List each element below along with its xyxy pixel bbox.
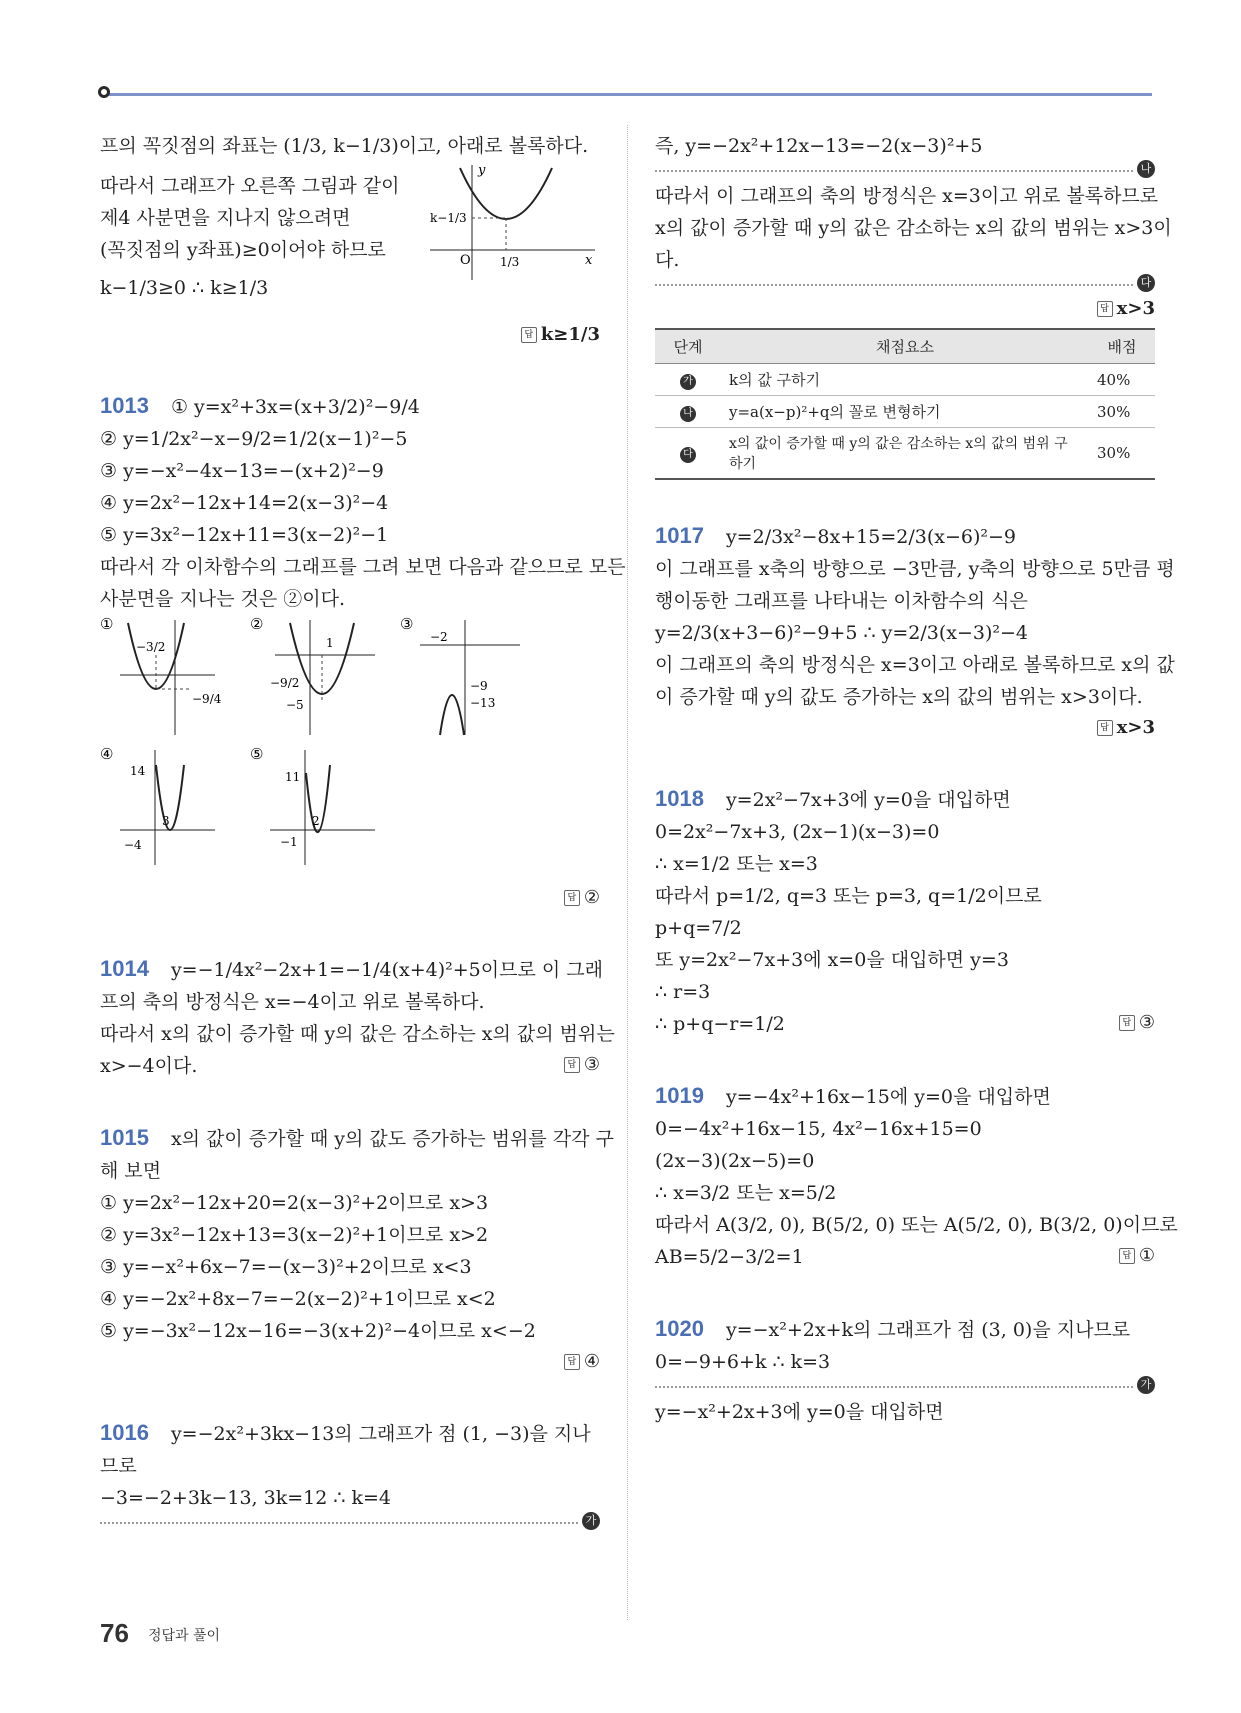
problem-line: ∴ p+q−r=1/2 (655, 1013, 785, 1035)
problem-line: ① y=x²+3x=(x+3/2)²−9/4 (170, 396, 420, 418)
problem-line: 해 보면 (100, 1160, 162, 1182)
problem-line: 즉, y=−2x²+12x−13=−2(x−3)²+5 (655, 135, 983, 157)
problem-line: 0=−4x²+16x−15, 4x²−16x+15=0 (655, 1118, 982, 1140)
graph-number: ④ (100, 745, 114, 763)
answer-line (100, 1347, 600, 1377)
problem-number: 1016 (100, 1420, 149, 1445)
problem-line: ⑤ y=3x²−12x+11=3(x−2)²−1 (100, 524, 389, 546)
answer-line (1119, 1241, 1155, 1273)
problem-line: 0=2x²−7x+3, (2x−1)(x−3)=0 (655, 821, 940, 843)
graph-1 (100, 615, 250, 740)
intro-line: k−1/3≥0 ∴ k≥1/3 (100, 277, 269, 299)
graph-label: −9 (470, 679, 488, 693)
problem-line: 또 y=2x²−7x+3에 x=0을 대입하면 y=3 (655, 949, 1009, 971)
step-divider (100, 1514, 597, 1527)
header-dot (98, 86, 110, 98)
graph-number: ② (250, 615, 264, 633)
origin-label: O (460, 253, 471, 268)
page-number: 76 (100, 1618, 129, 1648)
answer-mark-icon: 답 (1119, 1248, 1135, 1264)
graph-label: −1 (280, 835, 298, 849)
problem-line: y=−2x²+3kx−13의 그래프가 점 (1, −3)을 지나 (170, 1423, 591, 1445)
intro-line: 따라서 그래프가 오른쪽 그림과 같이 (100, 175, 400, 197)
graph-label: 3 (162, 814, 170, 828)
intro-line: 프의 꼭짓점의 좌표는 (1/3, k−1/3)이고, 아래로 볼록하다. (100, 135, 589, 157)
problem-line: 0=−9+6+k ∴ k=3 (655, 1351, 831, 1373)
graph-5 (250, 745, 400, 870)
problem-number: 1018 (655, 786, 704, 811)
problem-line: (2x−3)(2x−5)=0 (655, 1150, 815, 1172)
step-tag-icon: 가 (680, 374, 696, 390)
problem-number: 1017 (655, 523, 704, 548)
problem-line: ∴ x=1/2 또는 x=3 (655, 853, 818, 875)
vertex-y-label: k−1/3 (430, 211, 467, 225)
problem-line: ② y=3x²−12x+13=3(x−2)²+1이므로 x>2 (100, 1224, 489, 1246)
problem-line: x의 값이 증가할 때 y의 값은 감소하는 x의 값의 범위는 x>3이 (655, 217, 1172, 239)
x-axis-label: x (585, 253, 593, 268)
graph-label: −3/2 (136, 640, 166, 654)
vertex-x-label: 1/3 (500, 255, 520, 269)
answer-mark-icon: 답 (564, 1057, 580, 1073)
problem-line: 따라서 각 이차함수의 그래프를 그려 보면 다음과 같으므로 모든 (100, 556, 626, 578)
problem-line: y=2x²−7x+3에 y=0을 대입하면 (725, 789, 1011, 811)
problem-line: 사분면을 지나는 것은 ②이다. (100, 588, 346, 610)
answer-line (564, 1050, 600, 1082)
problem-line: p+q=7/2 (655, 917, 742, 939)
right-column (655, 130, 1178, 1428)
answer-value: k≥1/3 (540, 324, 600, 345)
table-cell: y=a(x−p)²+q의 꼴로 변형하기 (721, 396, 1089, 428)
answer-mark-icon: 답 (564, 1354, 580, 1370)
y-axis-label: y (478, 163, 486, 178)
problem-number: 1014 (100, 956, 149, 981)
graph-label: −5 (286, 698, 304, 712)
answer-value: ② (583, 887, 600, 908)
problem-line: 다. (655, 249, 680, 271)
problem-1013 (100, 390, 600, 423)
problem-1019 (655, 1080, 1155, 1113)
problem-line: x>−4이다. (100, 1055, 198, 1077)
problem-line: ③ y=−x²+6x−7=−(x−3)²+2이므로 x<3 (100, 1256, 472, 1278)
answer-value: ③ (583, 1054, 600, 1075)
page-label: 정답과 풀이 (148, 1628, 221, 1644)
problem-line: 이 증가할 때 y의 값도 증가하는 x의 값의 범위는 x>3이다. (655, 686, 1143, 708)
answer-value: x>3 (1116, 717, 1155, 738)
left-column (100, 130, 626, 1532)
answer-mark-icon: 답 (521, 327, 537, 343)
problem-line: ∴ r=3 (655, 981, 711, 1003)
graph-label: −9/4 (192, 692, 222, 706)
answer-value: ④ (583, 1351, 600, 1372)
problem-line: ④ y=2x²−12x+14=2(x−3)²−4 (100, 492, 389, 514)
answer-value: x>3 (1116, 298, 1155, 319)
problem-line: 따라서 A(3/2, 0), B(5/2, 0) 또는 A(5/2, 0), B(3/2, 0)이므로 (655, 1214, 1178, 1236)
problem-line: 따라서 p=1/2, q=3 또는 p=3, q=1/2이므로 (655, 885, 1042, 907)
step-tag-icon: 가 (1137, 1376, 1155, 1394)
answer-line (655, 294, 1155, 324)
problem-number: 1019 (655, 1083, 704, 1108)
problem-line: 행이동한 그래프를 나타내는 이차함수의 식은 (655, 590, 1028, 612)
problem-line: 므로 (100, 1455, 137, 1477)
problem-1020 (655, 1313, 1155, 1346)
graph-label: −9/2 (270, 676, 300, 690)
score-table (655, 328, 1155, 480)
problem-line: 따라서 x의 값이 증가할 때 y의 값은 감소하는 x의 값의 범위는 (100, 1023, 615, 1045)
problem-1016 (100, 1417, 600, 1450)
problem-line: ③ y=−x²−4x−13=−(x+2)²−9 (100, 460, 384, 482)
problem-line: y=−4x²+16x−15에 y=0을 대입하면 (725, 1086, 1051, 1108)
answer-line (100, 320, 600, 350)
problem-1015 (100, 1122, 614, 1155)
problem-1017 (655, 520, 1155, 553)
column-divider (627, 125, 628, 1620)
graph-label: 2 (312, 814, 320, 828)
problem-line: y=−x²+2x+3에 y=0을 대입하면 (655, 1401, 944, 1423)
problem-line: y=2/3(x+3−6)²−9+5 ∴ y=2/3(x−3)²−4 (655, 622, 1028, 644)
intro-graph (430, 160, 600, 285)
graph-grid (100, 615, 600, 883)
table-header: 채점요소 (721, 329, 1089, 364)
graph-4 (100, 745, 250, 870)
answer-mark-icon: 답 (1119, 1015, 1135, 1031)
problem-1018 (655, 783, 1155, 816)
intro-line: 제4 사분면을 지나지 않으려면 (100, 207, 351, 229)
problem-line: −3=−2+3k−13, 3k=12 ∴ k=4 (100, 1487, 392, 1509)
table-row (655, 396, 1155, 428)
problem-line: ⑤ y=−3x²−12x−16=−3(x+2)²−4이므로 x<−2 (100, 1320, 536, 1342)
step-tag-icon: 다 (1137, 274, 1155, 292)
graph-3 (400, 615, 550, 740)
answer-mark-icon: 답 (1097, 301, 1113, 317)
problem-line: y=−x²+2x+k의 그래프가 점 (3, 0)을 지나므로 (725, 1319, 1131, 1341)
problem-line: AB=5/2−3/2=1 (655, 1246, 804, 1268)
problem-line: ④ y=−2x²+8x−7=−2(x−2)²+1이므로 x<2 (100, 1288, 496, 1310)
table-cell: 30% (1089, 428, 1155, 480)
graph-label: 1 (326, 636, 334, 650)
table-cell: x의 값이 증가할 때 y의 값은 감소하는 x의 값의 범위 구하기 (721, 428, 1089, 480)
graph-label: −4 (124, 838, 142, 852)
graph-2 (250, 615, 400, 740)
graph-label: 11 (285, 770, 301, 784)
answer-value: ③ (1138, 1012, 1155, 1033)
table-row (655, 364, 1155, 396)
problem-1014 (100, 953, 603, 986)
table-header: 단계 (655, 329, 721, 364)
problem-line: 이 그래프의 축의 방정식은 x=3이고 아래로 볼록하므로 x의 값 (655, 654, 1175, 676)
graph-label: −13 (470, 696, 496, 710)
problem-line: y=−1/4x²−2x+1=−1/4(x+4)²+5이므로 이 그래 (170, 959, 603, 981)
step-tag-icon: 나 (680, 406, 696, 422)
graph-label: −2 (430, 630, 448, 644)
step-divider (655, 1378, 1152, 1391)
problem-line: ∴ x=3/2 또는 x=5/2 (655, 1182, 837, 1204)
step-tag-icon: 가 (582, 1512, 600, 1530)
answer-line (100, 883, 600, 913)
problem-line: x의 값이 증가할 때 y의 값도 증가하는 범위를 각각 구 (170, 1128, 614, 1150)
answer-mark-icon: 답 (1097, 720, 1113, 736)
graph-label: 14 (130, 764, 146, 778)
answer-line (1119, 1008, 1155, 1040)
problem-number: 1020 (655, 1316, 704, 1341)
problem-number: 1015 (100, 1125, 149, 1150)
step-divider (655, 162, 1152, 175)
graph-number: ⑤ (250, 745, 264, 763)
table-header: 배점 (1089, 329, 1155, 364)
problem-line: y=2/3x²−8x+15=2/3(x−6)²−9 (725, 526, 1017, 548)
problem-number: 1013 (100, 393, 149, 418)
table-cell: 30% (1089, 396, 1155, 428)
table-cell: k의 값 구하기 (721, 364, 1089, 396)
step-divider (655, 276, 1152, 289)
problem-line: 따라서 이 그래프의 축의 방정식은 x=3이고 위로 볼록하므로 (655, 185, 1159, 207)
problem-line: 이 그래프를 x축의 방향으로 −3만큼, y축의 방향으로 5만큼 평 (655, 558, 1175, 580)
step-tag-icon: 나 (1137, 160, 1155, 178)
answer-value: ① (1138, 1245, 1155, 1266)
problem-line: ② y=1/2x²−x−9/2=1/2(x−1)²−5 (100, 428, 408, 450)
answer-mark-icon: 답 (564, 890, 580, 906)
table-row (655, 428, 1155, 480)
graph-number: ③ (400, 615, 414, 633)
step-tag-icon: 다 (680, 447, 696, 463)
header-rule (106, 93, 1152, 96)
intro-line: (꼭짓점의 y좌표)≥0이어야 하므로 (100, 239, 386, 261)
answer-line (655, 713, 1155, 743)
problem-line: 프의 축의 방정식은 x=−4이고 위로 볼록하다. (100, 991, 485, 1013)
table-cell: 40% (1089, 364, 1155, 396)
problem-line: ① y=2x²−12x+20=2(x−3)²+2이므로 x>3 (100, 1192, 489, 1214)
graph-number: ① (100, 615, 114, 633)
